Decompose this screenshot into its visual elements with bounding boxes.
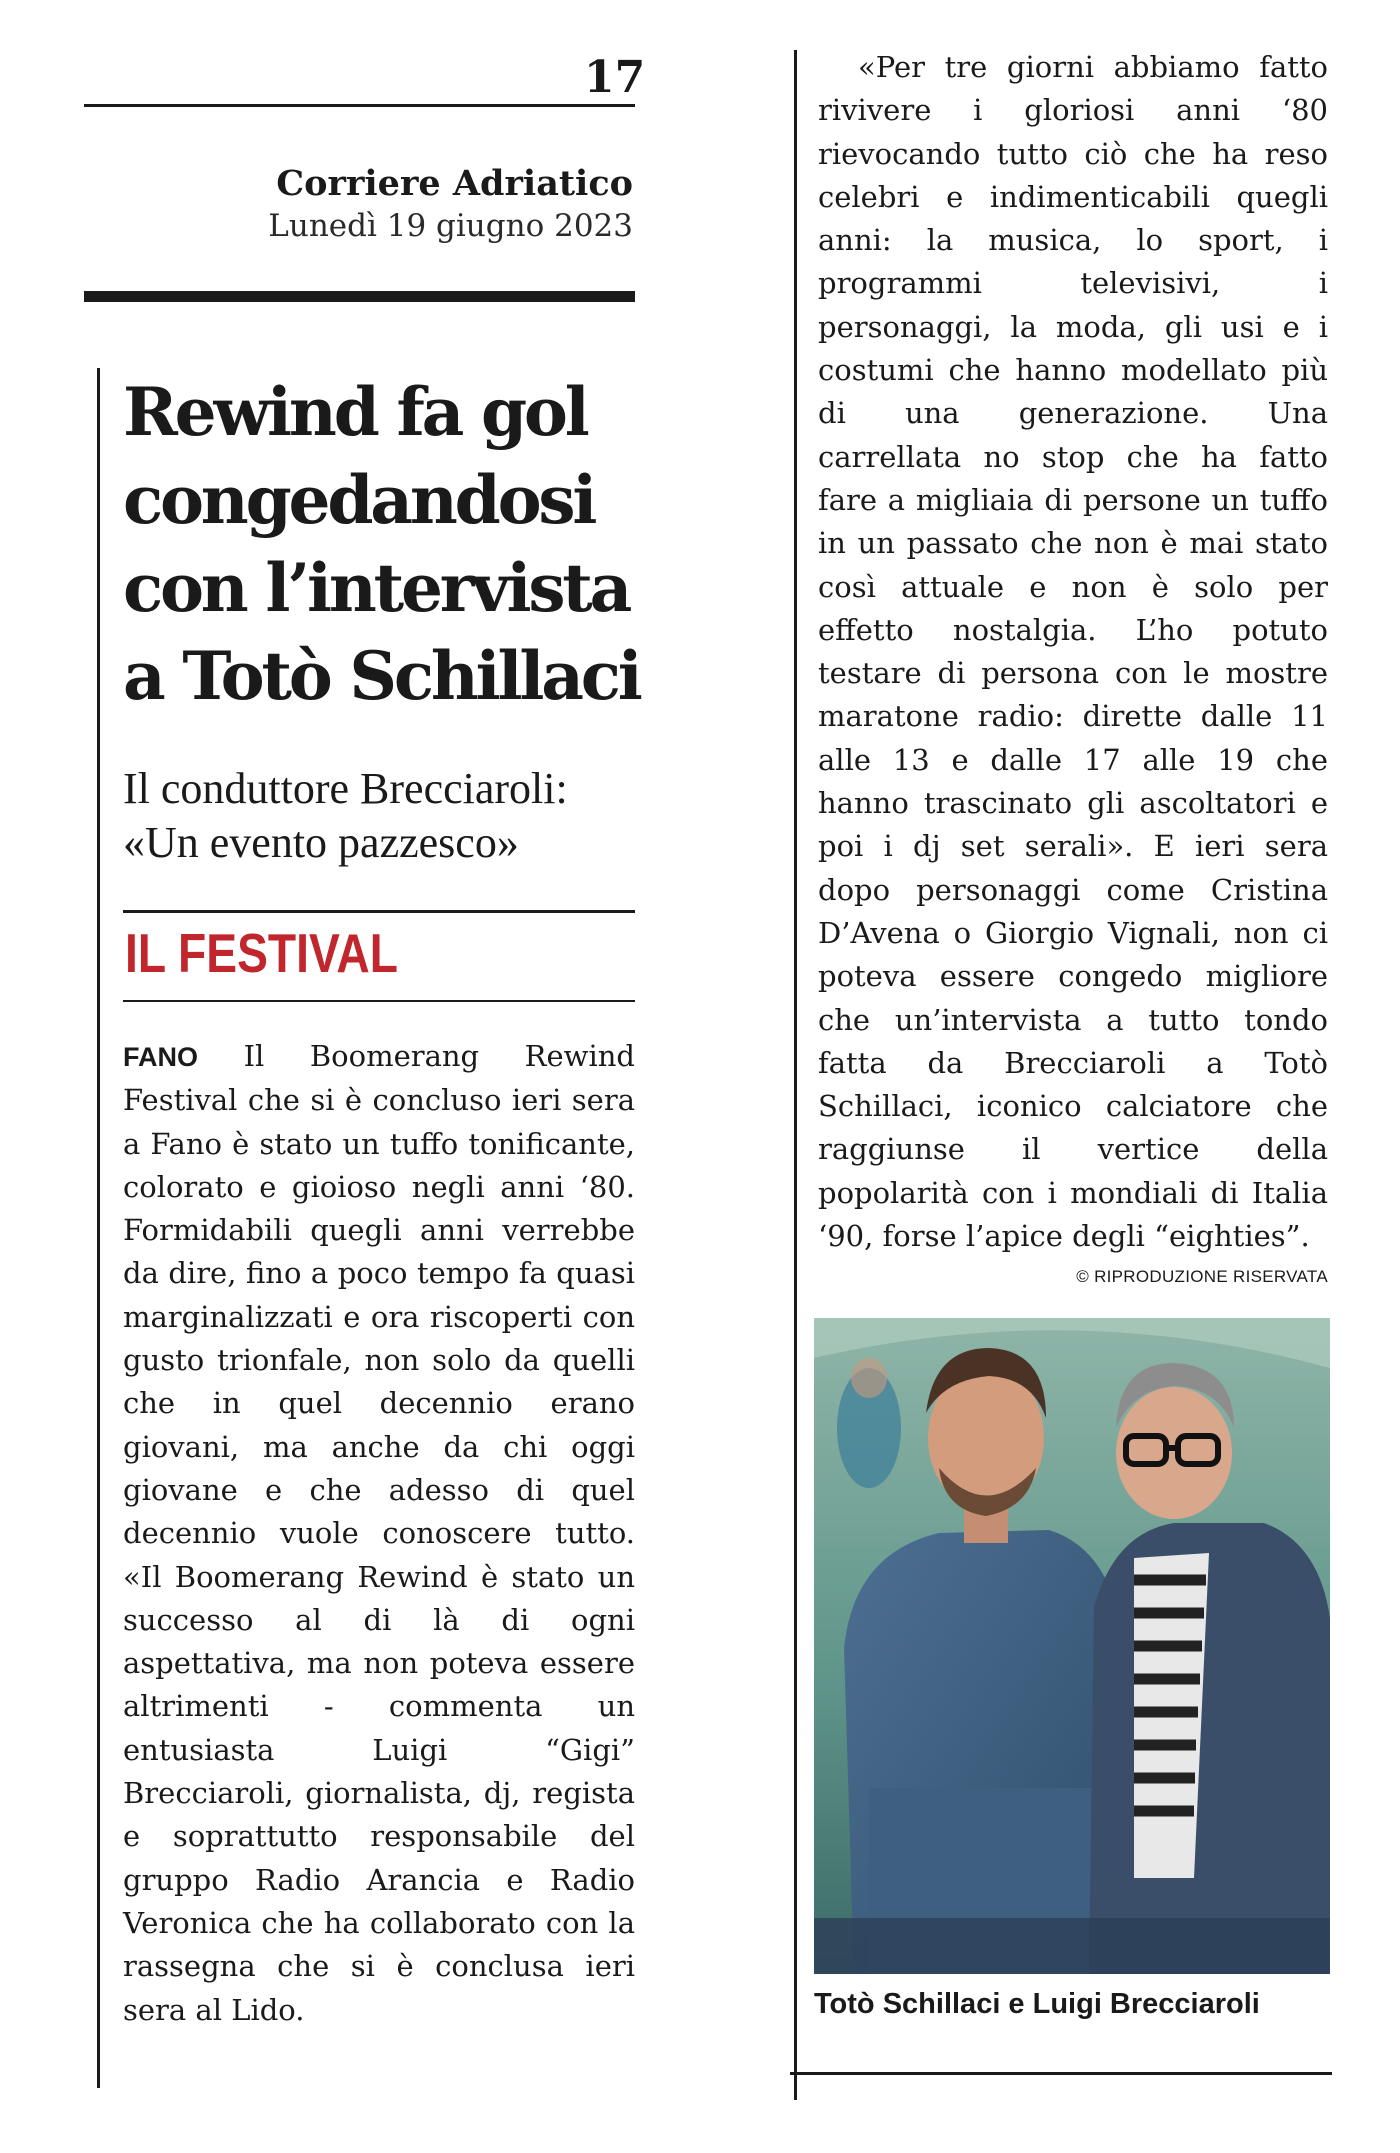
photo-caption: Totò Schillaci e Luigi Brecciaroli: [814, 1988, 1260, 2020]
article-body-col1: [123, 1035, 635, 2032]
bottom-rule: [790, 2072, 1332, 2075]
article-photo: [814, 1318, 1330, 1974]
article-body-col2: [818, 46, 1328, 1258]
article-deck: Il conduttore Brecciaroli: «Un evento pazzesco»: [123, 764, 568, 867]
body-text-col1: Il Boomerang Rewind Festival che si è concluso ieri sera a Fano è stato un tuffo tonificante, colorato e gioioso negli anni ‘80. Formidabili quegli anni verrebbe da dire, fino a poco tempo fa quasi marginalizzati e ora riscoperti con gusto trionfale, non solo da quelli che in quel decennio erano giovani, ma anche da chi oggi giovane e che adesso di quel decennio vuole conoscere tutto. «Il Boomerang Rewind è stato un successo al di là di ogni aspettativa, ma non poteva essere altrimenti - commenta un entusiasta Luigi “Gigi” Brecciaroli, giornalista, dj, regista e soprattutto responsabile del gruppo Radio Arancia e Radio Veronica che ha collaborato con la rassegna che si è conclusa ieri sera al Lido.: [123, 1039, 635, 2027]
column-divider: [794, 50, 797, 2100]
article-headline: Rewind fa gol congedandosi con l’intervista a Totò Schillaci: [123, 373, 640, 715]
copyright-note: © RIPRODUZIONE RISERVATA: [1076, 1267, 1328, 1286]
section-label: IL FESTIVAL: [125, 922, 398, 984]
body-text-col2: «Per tre giorni abbiamo fatto rivivere i gloriosi anni ‘80 rievocando tutto ciò che ha reso celebri e indimenticabili quegli anni: la musica, lo sport, i programmi televisivi, i personaggi, la moda, gli usi e i costumi che hanno modellato più di una generazione. Una carrellata no stop che ha fatto fare a migliaia di persone un tuffo in un passato che non è mai stato così attuale e non è solo per effetto nostalgia. L’ho potuto testare di persona con le mostre maratone radio: dirette dalle 11 alle 13 e dalle 17 alle 19 che hanno trascinato gli ascoltatori e poi i dj set serali». E ieri sera dopo personaggi come Cristina D’Avena o Giorgio Vignali, non ci poteva essere congedo migliore che un’intervista a tutto tondo fatta da Brecciaroli a Totò Schillaci, iconico calciatore che raggiunse il vertice della popolarità con i mondiali di Italia ‘90, forse l’apice degli “eighties”.: [818, 50, 1328, 1254]
top-rule: [84, 104, 635, 107]
newspaper-name: Corriere Adriatico: [276, 163, 633, 204]
section-rule-bottom: [123, 1000, 635, 1002]
dateline: FANO: [123, 1042, 199, 1072]
page-number: 17: [584, 52, 646, 103]
section-rule-top: [123, 910, 635, 913]
left-column-rule: [97, 368, 100, 2088]
masthead: [200, 162, 633, 246]
issue-date: Lunedì 19 giugno 2023: [268, 208, 633, 244]
masthead-rule: [84, 291, 635, 302]
